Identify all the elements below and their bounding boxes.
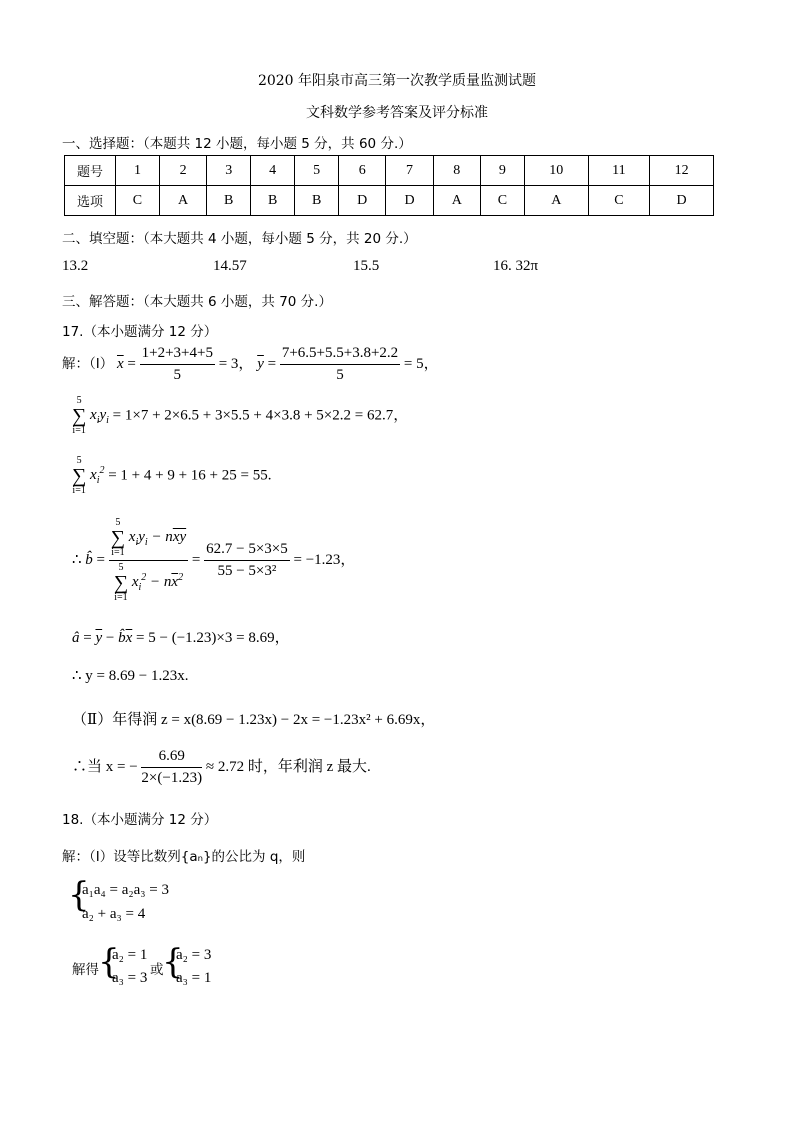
xbar-fraction: [140, 345, 215, 384]
xbar-denominator: 5: [173, 367, 182, 383]
table-cell: A: [159, 186, 206, 216]
q18-solution1-a2: a₂ = 1: [112, 947, 148, 963]
fill-answer-14: 14.57: [213, 258, 247, 274]
table-cell: A: [524, 186, 588, 216]
q18-heading: 18.（本小题满分 12 分）: [62, 812, 218, 828]
ybar-fraction: [280, 345, 400, 384]
table-row-numbers: [65, 156, 714, 186]
answer-table: [64, 155, 714, 216]
row-label-number: 题号: [65, 156, 116, 186]
sum-xy-expression: = 1×7 + 2×6.5 + 3×5.5 + 4×3.8 + 5×2.2 = 62.7，: [112, 407, 409, 424]
sum-symbol: 5 ∑ i=1: [72, 395, 87, 436]
fill-answer-13: 13.2: [62, 258, 89, 274]
table-cell: D: [650, 186, 714, 216]
table-cell: 8: [433, 156, 480, 186]
bhat-numerator: 62.7 − 5×3×5: [204, 541, 290, 561]
q17-bhat-line: ∴ b̂ = 5 ∑ i=1 $x_iy_i - n\overline{xy}$ 5 ∑ i=1 $x_i^2 - n\overline{x}^2$ = $\frac{62.7 - 5\times 3\times 5}{\text{55 − 5×3²}}$ = −1.23，: [72, 517, 356, 603]
ybar-result: = 5，: [403, 355, 439, 372]
fill-answer-15: 15.5: [353, 258, 380, 274]
section-fill-heading: 二、填空题：（本大题共 4 小题，每小题 5 分，共 20 分.）: [62, 231, 417, 247]
page-subtitle: 文科数学参考答案及评分标准: [306, 105, 488, 121]
q17-part2-line: （Ⅱ）年得润 z = x(8.69 − 1.23x) − 2x = −1.23x² + 6.69x，: [72, 712, 436, 728]
table-row-answers: [65, 186, 714, 216]
left-brace: {: [68, 875, 90, 915]
q18-solve-label: 解得: [72, 962, 99, 978]
fill-answer-16: 16. 32π: [493, 258, 539, 274]
section-choice-heading: 一、选择题：（本题共 12 小题，每小题 5 分，共 60 分.）: [62, 136, 412, 152]
max-denominator: 2×(−1.23): [141, 770, 203, 786]
max-numerator: 6.69: [141, 748, 202, 768]
table-cell: 1: [116, 156, 160, 186]
q18-solution2-a2: a₂ = 3: [176, 947, 212, 963]
xbar-result: = 3，: [218, 355, 254, 372]
q18-solution2-a3: a₃ = 1: [176, 970, 212, 986]
sum-x2-expression: = 1 + 4 + 9 + 16 + 25 = 55.: [108, 467, 272, 484]
page-title: 2020 年阳泉市高三第一次教学质量监测试题: [257, 73, 537, 89]
table-cell: C: [588, 186, 650, 216]
max-suffix: ≈ 2.72 时，年利润 z 最大.: [205, 758, 371, 775]
bhat-formula-fraction: 5 ∑ i=1 $x_iy_i - n\overline{xy}$ 5 ∑ i=1 $x_i^2 - n\overline{x}^2$: [110, 517, 187, 603]
left-brace: {: [162, 942, 184, 982]
q17-heading: 17.（本小题满分 12 分）: [62, 324, 218, 340]
sum-symbol: 5 ∑ i=1: [72, 455, 87, 496]
bhat-denominator: 55 − 5×3²: [217, 563, 277, 579]
bhat-value-fraction: [204, 541, 290, 580]
ybar-denominator: 5: [336, 367, 344, 383]
table-cell: 12: [650, 156, 714, 186]
xbar-numerator: 1+2+3+4+5: [140, 345, 215, 365]
table-cell: C: [116, 186, 160, 216]
q17-solve-label: 解：（Ⅰ）: [62, 355, 114, 372]
table-cell: B: [251, 186, 295, 216]
table-cell: 4: [251, 156, 295, 186]
table-cell: C: [480, 186, 524, 216]
q17-max-line: [72, 748, 371, 787]
ahat-expression: = 5 − (−1.23)×3 = 8.69，: [136, 630, 290, 646]
table-cell: 7: [386, 156, 433, 186]
table-cell: 11: [588, 156, 650, 186]
table-cell: A: [433, 186, 480, 216]
table-cell: 3: [207, 156, 251, 186]
row-label-option: 选项: [65, 186, 116, 216]
xbar-symbol: $\overline{x}$: [116, 355, 124, 372]
table-cell: 10: [524, 156, 588, 186]
q17-sum-xy-line: 5 ∑ i=1 $x_iy_i = 1\times 7 + 2\times 6.5 + 3\times 5.5 + 4\times 3.8 + 5\times 2.2 = 62.7$，: [72, 395, 409, 436]
table-cell: 6: [339, 156, 386, 186]
table-cell: B: [295, 186, 339, 216]
q17-sum-x2-line: 5 ∑ i=1 $x_i^2 = 1 + 4 + 9 + 16 + 25 = 55$.: [72, 455, 272, 496]
table-cell: D: [386, 186, 433, 216]
q17-ahat-line: â = $\overline{y}$ − $b̂\overline{x} = 5 - (-1.23)\times 3 = 8.69$，: [72, 630, 290, 646]
q18-solution1-a3: a₃ = 3: [112, 970, 148, 986]
table-cell: 2: [159, 156, 206, 186]
table-cell: 5: [295, 156, 339, 186]
max-fraction: [141, 748, 202, 787]
section-solve-heading: 三、解答题：（本大题共 6 小题，共 70 分.）: [62, 294, 332, 310]
table-cell: 9: [480, 156, 524, 186]
q17-regression-line: ∴ y = 8.69 − 1.23x.: [72, 668, 189, 684]
table-cell: B: [207, 186, 251, 216]
q17-means-line: 解：（Ⅰ） $\overline{x}$ = $\frac{1+2+3+4+5}{5}$ = 3， $\overline{y}$ = $\frac{7+6.5+5.5+3.8+2.2}{5}$ = 5，: [62, 345, 439, 383]
q18-equation-2: a₂ + a₃ = 4: [82, 906, 146, 922]
max-prefix: ∴当 x = −: [72, 758, 138, 775]
q18-solve-line: 解：（Ⅰ）设等比数列{aₙ}的公比为 q，则: [62, 849, 306, 865]
left-brace: {: [98, 942, 120, 982]
table-cell: D: [339, 186, 386, 216]
ybar-symbol: $\overline{y}$: [257, 355, 264, 372]
q18-or-label: 或: [150, 962, 164, 978]
ybar-numerator: 7+6.5+5.5+3.8+2.2: [280, 345, 400, 365]
bhat-result: = −1.23，: [293, 551, 356, 568]
q18-equation-1: a₁a₄ = a₂a₃ = 3: [82, 882, 169, 898]
